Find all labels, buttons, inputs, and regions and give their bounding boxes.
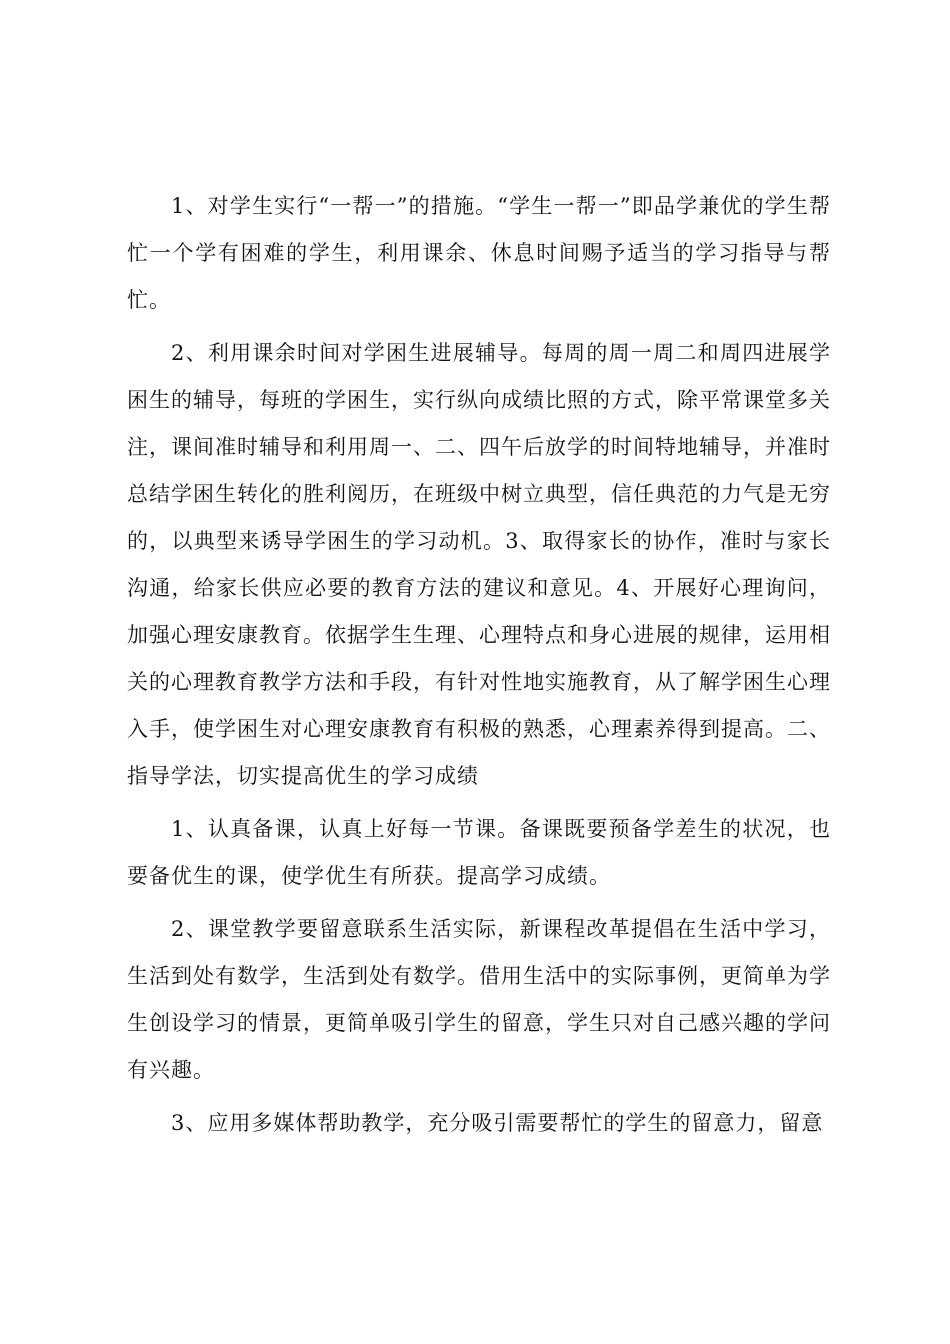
paragraph-3: 1、认真备课，认真上好每一节课。备课既要预备学差生的状况，也要备优生的课，使学优生有所获。提高学习成绩。: [127, 817, 831, 888]
paragraph-1: 1、对学生实行“一帮一”的措施。“学生一帮一”即品学兼优的学生帮忙一个学有困难的学生，利用课余、休息时间赐予适当的学习指导与帮忙。: [127, 194, 831, 312]
paragraph-4: 2、课堂教学要留意联系生活实际，新课程改革提倡在生活中学习，生活到处有数学，生活到处有数学。借用生活中的实际事例，更简单为学生创设学习的情景，更简单吸引学生的留意，学生只对自己感兴趣的学问有兴趣。: [127, 917, 831, 1082]
paragraph-5: 3、应用多媒体帮助教学，充分吸引需要帮忙的学生的留意力，留意: [171, 1111, 824, 1135]
paragraph-2: 2、利用课余时间对学困生进展辅导。每周的周一周二和周四进展学困生的辅导，每班的学困生，实行纵向成绩比照的方式，除平常课堂多关注，课间准时辅导和利用周一、二、四午后放学的时间特地辅导，并准时总结学困生转化的胜利阅历，在班级中树立典型，信任典范的力气是无穷的，以典型来诱导学困生的学习动机。3、取得家长的协作，准时与家长沟通，给家长供应必要的教育方法的建议和意见。4、开展好心理询问，加强心理安康教育。依据学生生理、心理特点和身心进展的规律，运用相关的心理教育教学方法和手段，有针对性地实施教育，从了解学困生心理入手，使学困生对心理安康教育有积极的熟悉，心理素养得到提高。二、指导学法，切实提高优生的学习成绩: [127, 341, 831, 788]
document-body: [127, 183, 831, 1153]
